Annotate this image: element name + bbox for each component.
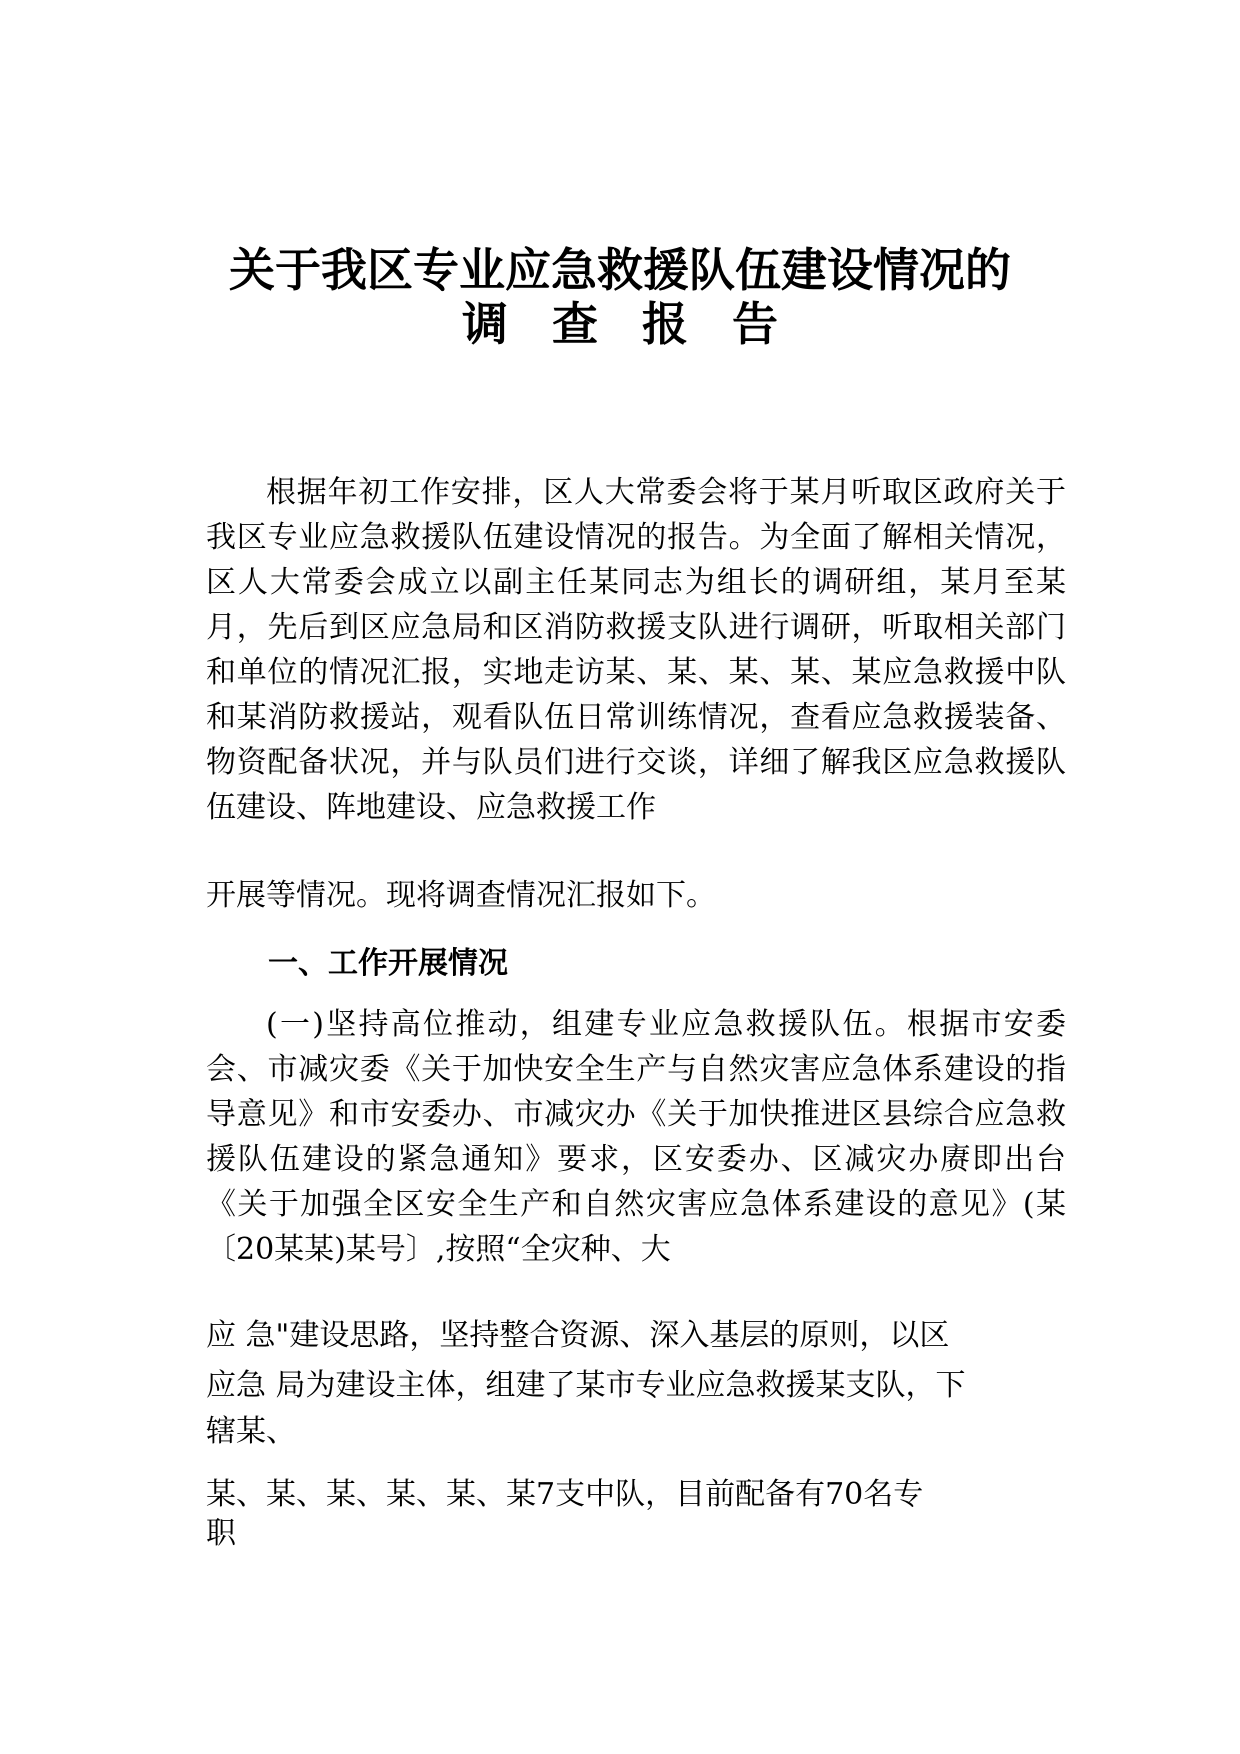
section-1-line-b: 应急 局为建设主体，组建了某市专业应急救援某支队，下	[206, 1368, 966, 1403]
section-1-line-e: 职	[206, 1516, 236, 1551]
intro-last-line: 开展等情况。现将调查情况汇报如下。	[206, 878, 716, 913]
section-1-line-d: 某、某、某、某、某、某7支中队，目前配备有70名专	[206, 1477, 924, 1512]
title-line-1: 关于我区专业应急救援队伍建设情况的	[229, 243, 1011, 297]
section-1-heading: 一、工作开展情况	[268, 946, 508, 981]
section-1-line-c: 辖某、	[206, 1414, 296, 1449]
intro-paragraph: 根据年初工作安排，区人大常委会将于某月听取区政府关于我区专业应急救援队伍建设情况的报告。为全面了解相关情况，区人大常委会成立以副主任某同志为组长的调研组，某月至某月，先后到区应急局和区消防救援支队进行调研，听取相关部门和单位的情况汇报，实地走访某、某、某、某、某应急救援中队和某消防救援站，观看队伍日常训练情况，查看应急救援装备、物资配备状况，并与队员们进行交谈，详细了解我区应急救援队伍建设、阵地建设、应急救援工作	[206, 475, 1066, 825]
section-1-line-a: 应 急"建设思路，坚持整合资源、深入基层的原则，以区	[206, 1318, 950, 1353]
title-line-2: 调查报告	[462, 297, 822, 351]
section-1-paragraph: (一)坚持高位推动，组建专业应急救援队伍。根据市安委会、市减灾委《关于加快安全生产与自然灾害应急体系建设的指导意见》和市安委办、市减灾办《关于加快推进区县综合应急救援队伍建设的紧急通知》要求，区安委办、区减灾办赓即出台《关于加强全区安全生产和自然灾害应急体系建设的意见》(某〔20某某)某号〕,按照“全灾种、大	[206, 1007, 1066, 1267]
